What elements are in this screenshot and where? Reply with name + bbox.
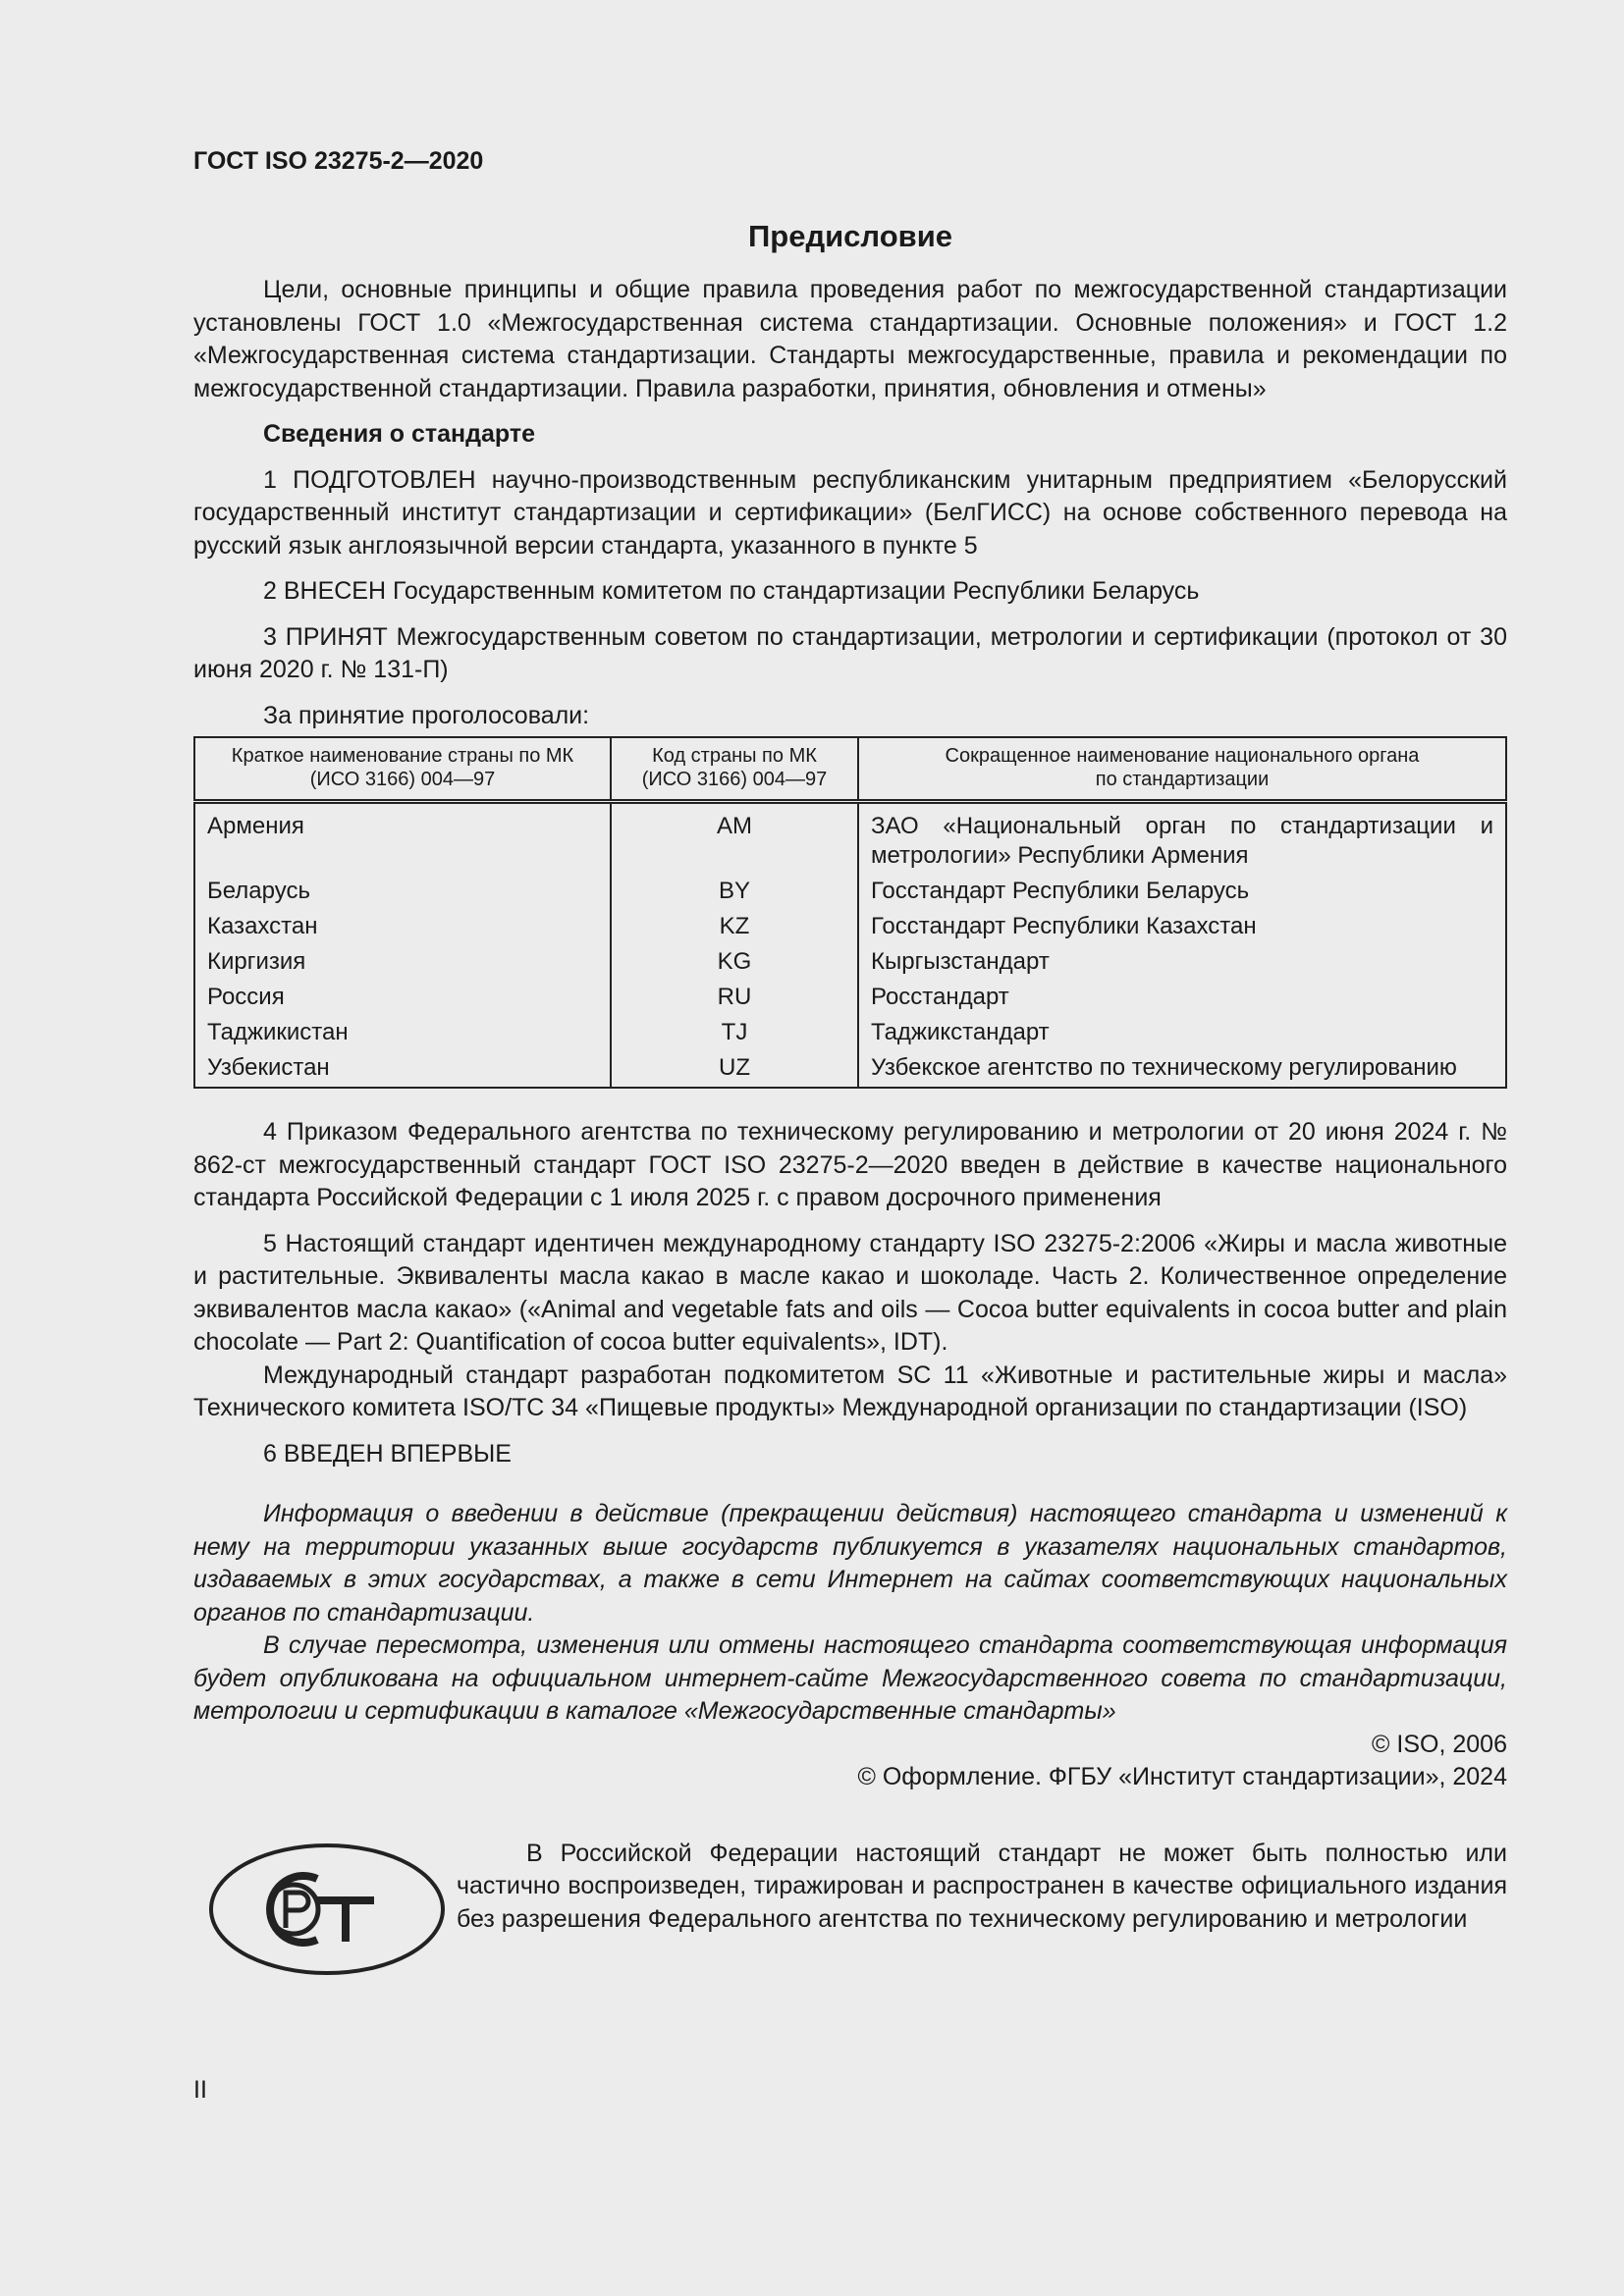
organization-cell: Росстандарт xyxy=(858,980,1506,1015)
table-row xyxy=(194,1050,1506,1088)
column-header-organization: Сокращенное наименование национального органа по стандартизации xyxy=(858,737,1506,802)
country-cell: Казахстан xyxy=(207,913,318,939)
gost-r-certification-mark-icon xyxy=(207,1842,447,1977)
country-cell: Киргизия xyxy=(207,948,306,975)
table-row xyxy=(194,909,1506,944)
country-cell: Армения xyxy=(207,813,304,839)
info-note-paragraph: Информация о введении в действие (прекращении действия) настоящего стандарта и изменений к нему на территории указанных выше государств публикуется в указателях национальных стандартов, издаваемых в этих государствах, а также в сети Интернет на сайтах соответствующих национальных органов по стандартизации. xyxy=(193,1500,1507,1627)
organization-cell: ЗАО «Национальный орган по стандартизации и метрологии» Республики Армения xyxy=(858,802,1506,875)
column-header-country: Краткое наименование страны по МК (ИСО 3166) 004—97 xyxy=(194,737,611,802)
voting-countries-table xyxy=(193,736,1507,1089)
item-4-paragraph: 4 Приказом Федерального агентства по техническому регулированию и метрологии от 20 июня 2024 г. № 862-ст межгосударственный стандарт ГОСТ ISO 23275-2—2020 введен в действие в качестве национального стандарта Российской Федерации с 1 июля 2025 г. с правом досрочного применения xyxy=(193,1118,1507,1211)
document-page xyxy=(193,147,1507,1985)
organization-cell: Узбекское агентство по техническому регулированию xyxy=(858,1050,1506,1088)
voted-label: За принятие проголосовали: xyxy=(263,701,590,729)
code-cell: RU xyxy=(611,980,858,1015)
country-cell: Таджикистан xyxy=(207,1019,349,1045)
legal-notice: В Российской Федерации настоящий стандарт не может быть полностью или частично воспроизведен, тиражирован и распространен в качестве официального издания без разрешения Федерального агентства по техническому регулированию и метрологии xyxy=(457,1839,1507,1933)
table-row xyxy=(194,874,1506,909)
item-3-paragraph: 3 ПРИНЯТ Межгосударственным советом по стандартизации, метрологии и сертификации (протокол от 30 июня 2020 г. № 131-П) xyxy=(193,622,1507,683)
legal-block xyxy=(193,1838,1507,1985)
table-row xyxy=(194,802,1506,875)
code-cell: TJ xyxy=(611,1015,858,1050)
page-number: II xyxy=(193,2076,207,2104)
code-cell: AM xyxy=(611,802,858,875)
iso-copyright: © ISO, 2006 xyxy=(1372,1730,1507,1758)
item-5-paragraph: 5 Настоящий стандарт идентичен международному стандарту ISO 23275-2:2006 «Жиры и масла животные и растительные. Эквиваленты масла какао в масле какао и шоколаде. Часть 2. Количественное определение эквивалентов масла какао» («Animal and vegetable fats and oils — Cocoa butter equivalents in cocoa butter and plain chocolate — Part 2: Quantification of cocoa butter equivalents», IDT). xyxy=(193,1229,1507,1356)
column-header-code: Код страны по МК (ИСО 3166) 004—97 xyxy=(611,737,858,802)
country-cell: Беларусь xyxy=(207,878,310,904)
code-cell: BY xyxy=(611,874,858,909)
code-cell: UZ xyxy=(611,1050,858,1088)
table-row xyxy=(194,1015,1506,1050)
revision-note-paragraph: В случае пересмотра, изменения или отмены настоящего стандарта соответствующая информация будет опубликована на официальном интернет-сайте Межгосударственного совета по стандартизации, метрологии и сертификации в каталоге «Межгосударственные стандарты» xyxy=(193,1631,1507,1725)
country-cell: Россия xyxy=(207,984,285,1010)
organization-cell: Госстандарт Республики Казахстан xyxy=(858,909,1506,944)
organization-cell: Госстандарт Республики Беларусь xyxy=(858,874,1506,909)
page-title: Предисловие xyxy=(747,219,952,253)
country-cell: Узбекистан xyxy=(207,1054,330,1081)
design-copyright: © Оформление. ФГБУ «Институт стандартизации», 2024 xyxy=(857,1763,1507,1790)
table-row xyxy=(194,980,1506,1015)
document-code-header: ГОСТ ISO 23275-2—2020 xyxy=(193,147,484,175)
organization-cell: Таджикстандарт xyxy=(858,1015,1506,1050)
item-2-paragraph: 2 ВНЕСЕН Государственным комитетом по стандартизации Республики Беларусь xyxy=(263,577,1200,605)
code-cell: KG xyxy=(611,944,858,980)
item-1-paragraph: 1 ПОДГОТОВЛЕН научно-производственным республиканским унитарным предприятием «Белорусский государственный институт стандартизации и сертификации» (БелГИСС) на основе собственного перевода на русский язык англоязычной версии стандарта, указанного в пункте 5 xyxy=(193,465,1507,560)
table-header-row xyxy=(194,737,1506,802)
table-row xyxy=(194,944,1506,980)
item-5-continuation: Международный стандарт разработан подкомитетом SC 11 «Животные и растительные жиры и масла» Технического комитета ISO/TC 34 «Пищевые продукты» Международной организации по стандартизации (ISO) xyxy=(193,1361,1507,1421)
organization-cell: Кыргызстандарт xyxy=(858,944,1506,980)
section-heading: Сведения о стандарте xyxy=(263,420,536,448)
item-6-paragraph: 6 ВВЕДЕН ВПЕРВЫЕ xyxy=(263,1439,512,1468)
code-cell: KZ xyxy=(611,909,858,944)
intro-paragraph: Цели, основные принципы и общие правила проведения работ по межгосударственной стандартизации установлены ГОСТ 1.0 «Межгосударственная система стандартизации. Основные положения» и ГОСТ 1.2 «Межгосударственная система стандартизации. Стандарты межгосударственные, правила и рекомендации по межгосударственной стандартизации. Правила разработки, принятия, обновления и отмены» xyxy=(193,276,1507,402)
